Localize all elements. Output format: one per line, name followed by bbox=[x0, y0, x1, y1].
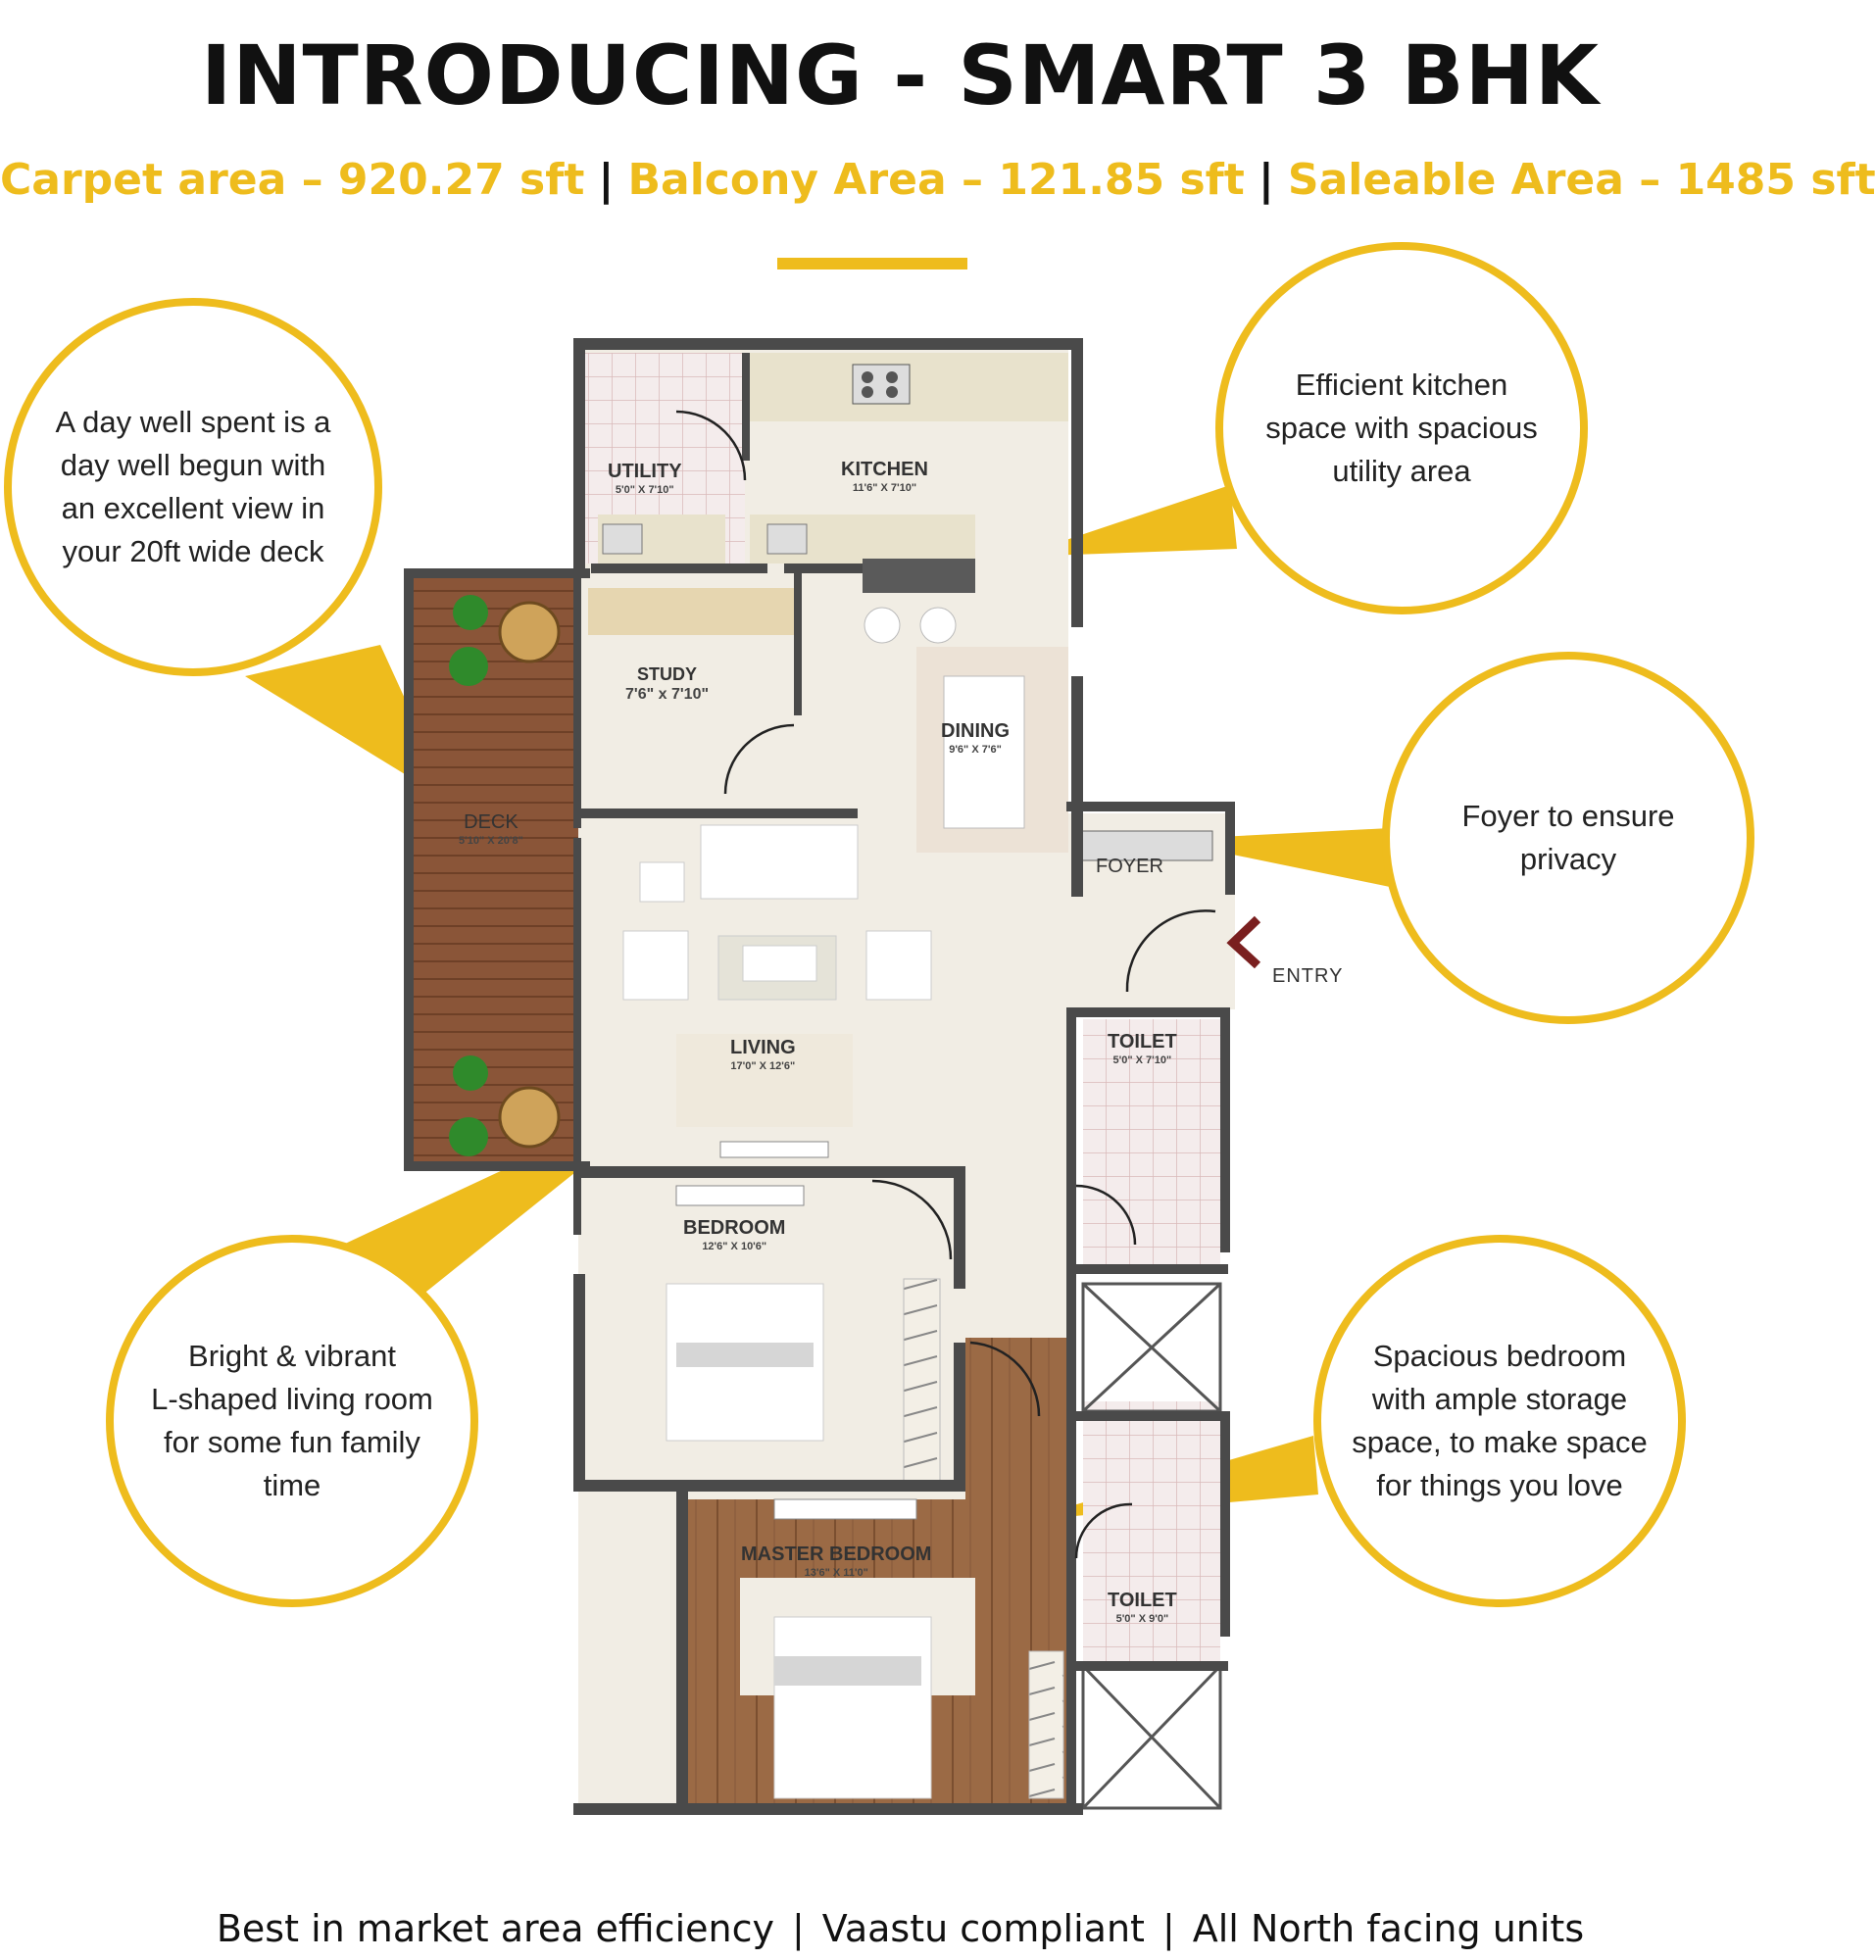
callout-living-line: time bbox=[263, 1468, 321, 1502]
room-label-toilet-2 bbox=[1108, 1590, 1177, 1625]
study-name: STUDY bbox=[637, 664, 698, 684]
callout-deck bbox=[27, 321, 359, 653]
saleable-area-text: Saleable Area – 1485 sft bbox=[1287, 155, 1876, 205]
living-dimensions: 17'0" X 12'6" bbox=[730, 1060, 796, 1072]
footer-separator: | bbox=[791, 1907, 805, 1950]
master-bedroom-dimensions: 13'6" X 11'0" bbox=[804, 1567, 868, 1579]
footer-features bbox=[0, 1907, 1801, 1950]
entry-label: ENTRY bbox=[1272, 965, 1344, 987]
room-label-foyer bbox=[1096, 856, 1163, 878]
room-label-bedroom bbox=[683, 1217, 785, 1252]
room-label-master-bedroom bbox=[741, 1544, 931, 1579]
room-label-study bbox=[625, 664, 709, 704]
callout-bedroom-line: for things you love bbox=[1376, 1468, 1623, 1502]
kitchen-dimensions: 11'6" X 7'10" bbox=[852, 482, 917, 494]
callout-kitchen-line: Efficient kitchen bbox=[1295, 368, 1508, 402]
callout-bedroom-line: Spacious bedroom bbox=[1372, 1339, 1627, 1373]
kitchen-name: KITCHEN bbox=[841, 459, 928, 480]
callout-bedroom-line: with ample storage bbox=[1371, 1382, 1628, 1416]
toilet-1-dimensions: 5'0" X 7'10" bbox=[1112, 1054, 1172, 1066]
dining-name: DINING bbox=[941, 720, 1010, 742]
room-label-dining bbox=[941, 720, 1010, 756]
footer-separator: | bbox=[1161, 1907, 1175, 1950]
area-separator: | bbox=[598, 155, 615, 205]
room-label-living bbox=[730, 1037, 796, 1072]
callout-deck-line: your 20ft wide deck bbox=[62, 534, 324, 568]
callout-kitchen bbox=[1239, 266, 1564, 591]
feature-vaastu: Vaastu compliant bbox=[821, 1907, 1145, 1950]
callout-living-line: L-shaped living room bbox=[151, 1382, 433, 1416]
page-title: INTRODUCING - SMART 3 BHK bbox=[200, 27, 1601, 123]
feature-north-facing: All North facing units bbox=[1192, 1907, 1585, 1950]
bedroom-name: BEDROOM bbox=[683, 1217, 786, 1239]
living-name: LIVING bbox=[730, 1037, 796, 1058]
deck-dimensions: 5'10" X 20'8" bbox=[459, 835, 523, 847]
callout-living-line: Bright & vibrant bbox=[188, 1339, 396, 1373]
callout-bedroom-line: space, to make space bbox=[1352, 1425, 1648, 1459]
foyer-name: FOYER bbox=[1096, 856, 1163, 877]
study-dimensions: 7'6" x 7'10" bbox=[625, 686, 710, 703]
callout-foyer-line: Foyer to ensure bbox=[1461, 799, 1675, 833]
callout-foyer-line: privacy bbox=[1519, 842, 1617, 876]
room-label-utility bbox=[608, 461, 682, 496]
callout-deck-line: A day well spent is a bbox=[55, 405, 331, 439]
master-bedroom-name: MASTER BEDROOM bbox=[741, 1544, 932, 1565]
callout-living bbox=[129, 1258, 455, 1584]
toilet-2-dimensions: 5'0" X 9'0" bbox=[1115, 1613, 1169, 1625]
feature-area-efficiency: Best in market area efficiency bbox=[216, 1907, 774, 1950]
callout-foyer bbox=[1406, 675, 1731, 1001]
callout-bedroom bbox=[1337, 1258, 1662, 1584]
toilet-1-name: TOILET bbox=[1108, 1031, 1177, 1053]
callout-kitchen-line: space with spacious bbox=[1265, 411, 1538, 445]
area-separator: | bbox=[1258, 155, 1274, 205]
callout-deck-line: an excellent view in bbox=[61, 491, 325, 525]
utility-name: UTILITY bbox=[608, 461, 682, 482]
deck-name: DECK bbox=[464, 811, 518, 833]
callout-kitchen-line: utility area bbox=[1332, 454, 1471, 488]
utility-dimensions: 5'0" X 7'10" bbox=[615, 484, 674, 496]
bedroom-dimensions: 12'6" X 10'6" bbox=[702, 1241, 767, 1252]
room-label-toilet-1 bbox=[1108, 1031, 1177, 1066]
room-label-kitchen bbox=[841, 459, 928, 494]
entry-arrow-icon bbox=[1233, 919, 1258, 965]
room-label-deck bbox=[459, 811, 523, 847]
balcony-area-text: Balcony Area – 121.85 sft bbox=[627, 155, 1245, 205]
dining-dimensions: 9'6" X 7'6" bbox=[949, 744, 1002, 756]
callout-deck-line: day well begun with bbox=[60, 448, 326, 482]
callout-living-line: for some fun family bbox=[164, 1425, 420, 1459]
toilet-2-name: TOILET bbox=[1108, 1590, 1177, 1611]
carpet-area-text: Carpet area – 920.27 sft bbox=[0, 155, 585, 205]
